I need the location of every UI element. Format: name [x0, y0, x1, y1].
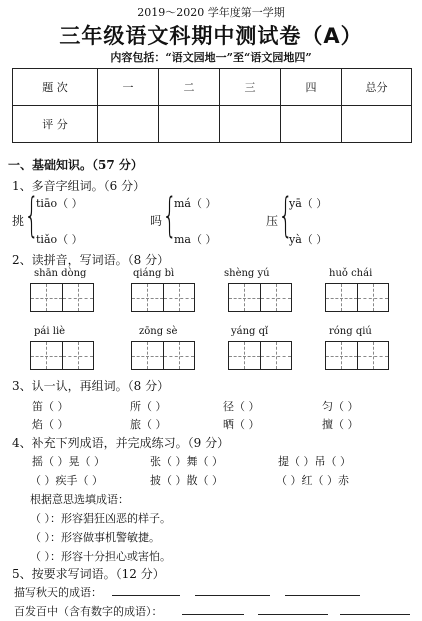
question-5-label: 5、按要求写词语。（12 分）: [12, 567, 165, 581]
pinyin-prompt: shèng yú: [224, 268, 270, 279]
score-cell[interactable]: [281, 106, 342, 143]
writing-grid[interactable]: [131, 341, 195, 370]
exam-scope: 内容包括：“语文园地一”至“语文园地四”: [110, 51, 312, 64]
word-group-item: 晒（ ）: [223, 418, 260, 431]
idiom-blank: （ ）疾手（ ）: [30, 474, 103, 487]
brace-icon: {: [162, 188, 177, 242]
header-cell: 四: [281, 69, 342, 106]
word-group-item: 焰（ ）: [32, 418, 69, 431]
brace-icon: {: [24, 188, 39, 242]
answer-line[interactable]: [340, 613, 410, 615]
word-group-item: 擅（ ）: [322, 418, 359, 431]
brace-icon: {: [278, 188, 293, 242]
word-group-item: 匀（ ）: [322, 400, 359, 413]
writing-grid[interactable]: [30, 341, 94, 370]
pinyin-prompt: huǒ chái: [329, 268, 373, 279]
word-group-item: 笛（ ）: [32, 400, 69, 413]
word-group-item: 径（ ）: [223, 400, 260, 413]
polyphone-reading: yà（ ）: [289, 233, 328, 246]
writing-grid[interactable]: [325, 341, 389, 370]
pinyin-prompt: yáng qǐ: [231, 326, 269, 337]
row-label: 评 分: [13, 106, 98, 143]
word-group-item: 所（ ）: [130, 400, 167, 413]
idiom-blank: 提（ ）吊（ ）: [278, 455, 351, 468]
idiom-blank: 张（ ）舞（ ）: [150, 455, 223, 468]
header-cell: 二: [159, 69, 220, 106]
writing-grid[interactable]: [325, 283, 389, 312]
section-heading: 一、基础知识。（57 分）: [8, 158, 143, 172]
header-cell: 三: [220, 69, 281, 106]
idiom-blank: （ ）红（ ）赤: [276, 474, 349, 487]
header-cell: 总分: [342, 69, 412, 106]
answer-line[interactable]: [258, 613, 328, 615]
polyphone-reading: má（ ）: [174, 197, 217, 210]
writing-grid[interactable]: [228, 283, 292, 312]
polyphone-reading: tiāo（ ）: [36, 197, 83, 210]
writing-grid[interactable]: [228, 341, 292, 370]
definition-line: （ ）：形容十分担心或害怕。: [30, 550, 171, 563]
header-cell: 题 次: [13, 69, 98, 106]
answer-prompt: 描写秋天的成语：: [14, 586, 102, 599]
school-year: 2019～2020 学年度第一学期: [137, 6, 285, 19]
answer-prompt: 百发百中（含有数字的成语）：: [14, 605, 163, 618]
answer-line[interactable]: [182, 613, 244, 615]
question-3-label: 3、认一认，再组词。（8 分）: [12, 379, 170, 393]
writing-grid[interactable]: [30, 283, 94, 312]
word-group-item: 旅（ ）: [130, 418, 167, 431]
score-table: [12, 68, 412, 143]
score-cell[interactable]: [159, 106, 220, 143]
score-table-score-row: [13, 106, 412, 143]
writing-grid[interactable]: [131, 283, 195, 312]
pinyin-prompt: pái liè: [34, 326, 66, 337]
pinyin-prompt: róng qiú: [329, 326, 372, 337]
pinyin-prompt: shān dòng: [34, 268, 87, 279]
answer-line[interactable]: [285, 594, 360, 596]
polyphone-reading: yā（ ）: [289, 197, 328, 210]
polyphone-reading: ma（ ）: [174, 233, 217, 246]
definition-line: （ ）：形容猖狂凶恶的样子。: [30, 512, 171, 525]
header-cell: 一: [98, 69, 159, 106]
pinyin-prompt: zōng sè: [139, 326, 178, 337]
instruction-text: 根据意思选填成语：: [30, 493, 129, 506]
question-1-label: 1、多音字组词。（6 分）: [12, 179, 146, 193]
score-table-header-row: [13, 69, 412, 106]
answer-line[interactable]: [112, 594, 180, 596]
score-cell[interactable]: [220, 106, 281, 143]
idiom-blank: 摇（ ）晃（ ）: [32, 455, 105, 468]
polyphone-char: 压: [266, 214, 279, 228]
pinyin-prompt: qiáng bì: [133, 268, 175, 279]
question-2-label: 2、读拼音，写词语。（8 分）: [12, 253, 170, 267]
definition-line: （ ）：形容做事机警敏捷。: [30, 531, 160, 544]
question-4-label: 4、补充下列成语，并完成练习。（9 分）: [12, 436, 230, 450]
score-cell[interactable]: [98, 106, 159, 143]
answer-line[interactable]: [195, 594, 270, 596]
exam-title: 三年级语文科期中测试卷（A）: [59, 24, 363, 48]
score-cell[interactable]: [342, 106, 412, 143]
polyphone-char: 挑: [12, 214, 25, 228]
polyphone-char: 吗: [150, 214, 163, 228]
polyphone-reading: tiǎo（ ）: [36, 233, 83, 246]
idiom-blank: 披（ ）散（ ）: [150, 474, 223, 487]
